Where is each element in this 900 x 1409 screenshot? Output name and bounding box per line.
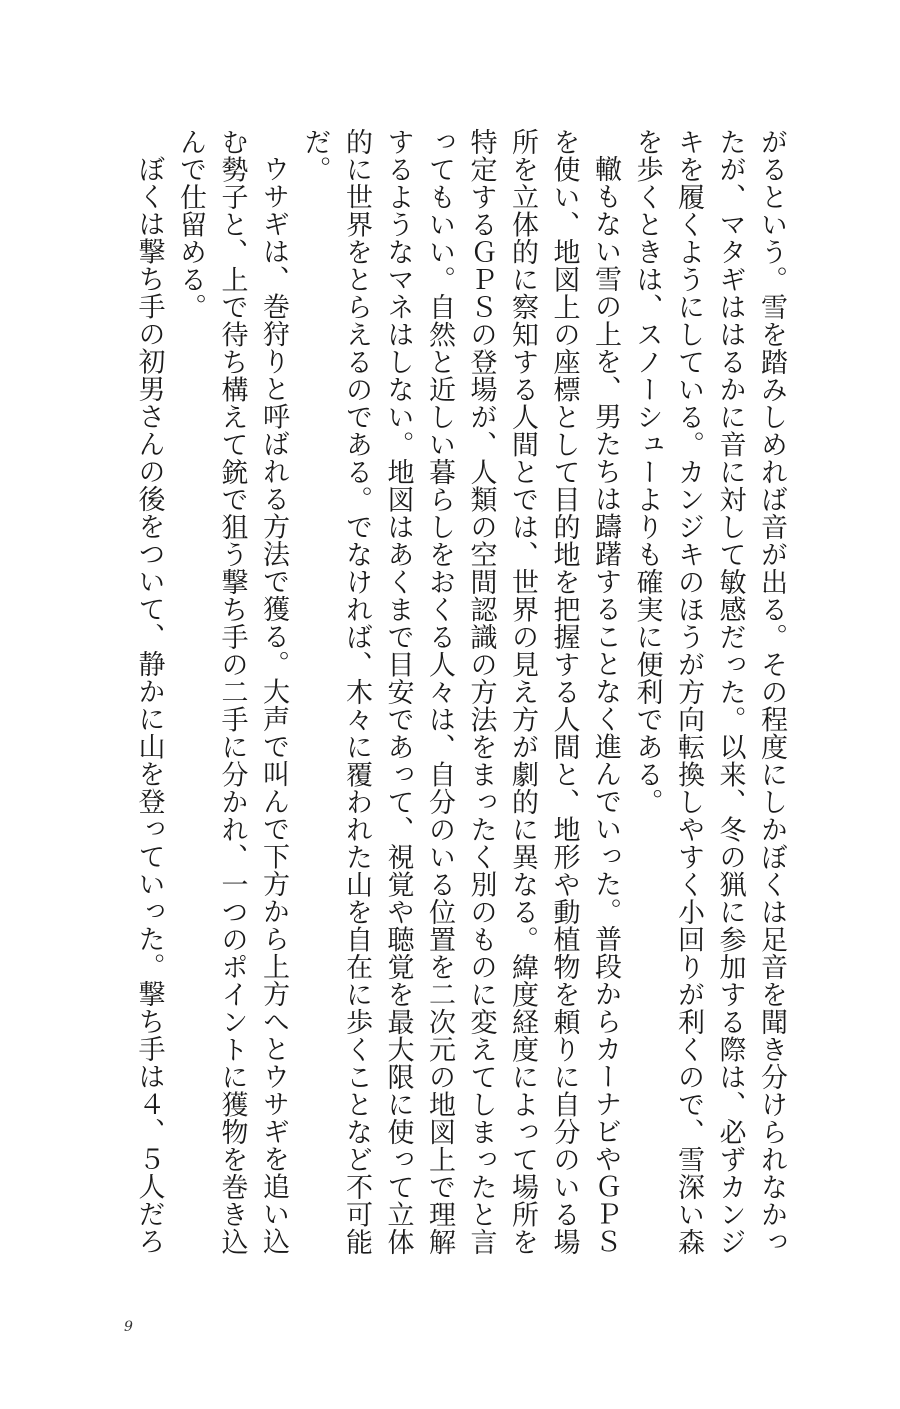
page-number: 9 bbox=[124, 1319, 133, 1335]
text-line: む勢子と、上で待ち構えて銃で狙う撃ち手の二手に分かれ、一つのポイントに獲物を巻き込 bbox=[216, 128, 248, 1256]
text-line: を歩くときは、スノーシューよりも確実に便利である。 bbox=[631, 128, 663, 816]
text-line: するようなマネはしない。地図はあくまで目安であって、視覚や聴覚を最大限に使って立体 bbox=[382, 128, 414, 1256]
text-line: 的に世界をとらえるのである。でなければ、木々に覆われた山を自在に歩くことなど不可能 bbox=[341, 128, 372, 1256]
text-line: だ。 bbox=[299, 128, 331, 183]
text-line: 所を立体的に察知する人間とでは、世界の見え方が劇的に異なる。緯度経度によって場所を bbox=[507, 128, 538, 1256]
text-line: たが、マタギははるかに音に対して敏感だった。以来、冬の猟に参加する際は、必ずカンジ bbox=[714, 128, 746, 1256]
vertical-text-body bbox=[128, 128, 792, 1256]
text-line: がるという。雪を踏みしめれば音が出る。その程度にしかぼくは足音を聞き分けられなかっ bbox=[756, 128, 787, 1256]
text-line: 特定するＧＰＳの登場が、人類の空間認識の方法をまったく別のものに変えてしまったと言 bbox=[465, 128, 497, 1256]
text-line: キを履くようにしている。カンジキのほうが方向転換しやすく小回りが利くので、雪深い森 bbox=[673, 128, 704, 1256]
text-line: を使い、地図上の座標として目的地を把握する人間と、地形や動植物を頼りに自分のいる場 bbox=[548, 128, 580, 1256]
text-line: んで仕留める。 bbox=[175, 128, 206, 321]
text-line: ぼくは撃ち手の初男さんの後をついて、静かに山を登っていった。撃ち手は４、５人だろ bbox=[133, 155, 165, 1255]
text-line: 轍もない雪の上を、男たちは躊躇することなく進んでいった。普段からカーナビやＧＰＳ bbox=[590, 155, 621, 1255]
text-line: ウサギは、巻狩りと呼ばれる方法で獲る。大声で叫んで下方から上方へとウサギを追い込 bbox=[258, 155, 289, 1255]
text-line: ってもいい。自然と近しい暮らしをおくる人々は、自分のいる位置を二次元の地図上で理解 bbox=[424, 128, 455, 1256]
